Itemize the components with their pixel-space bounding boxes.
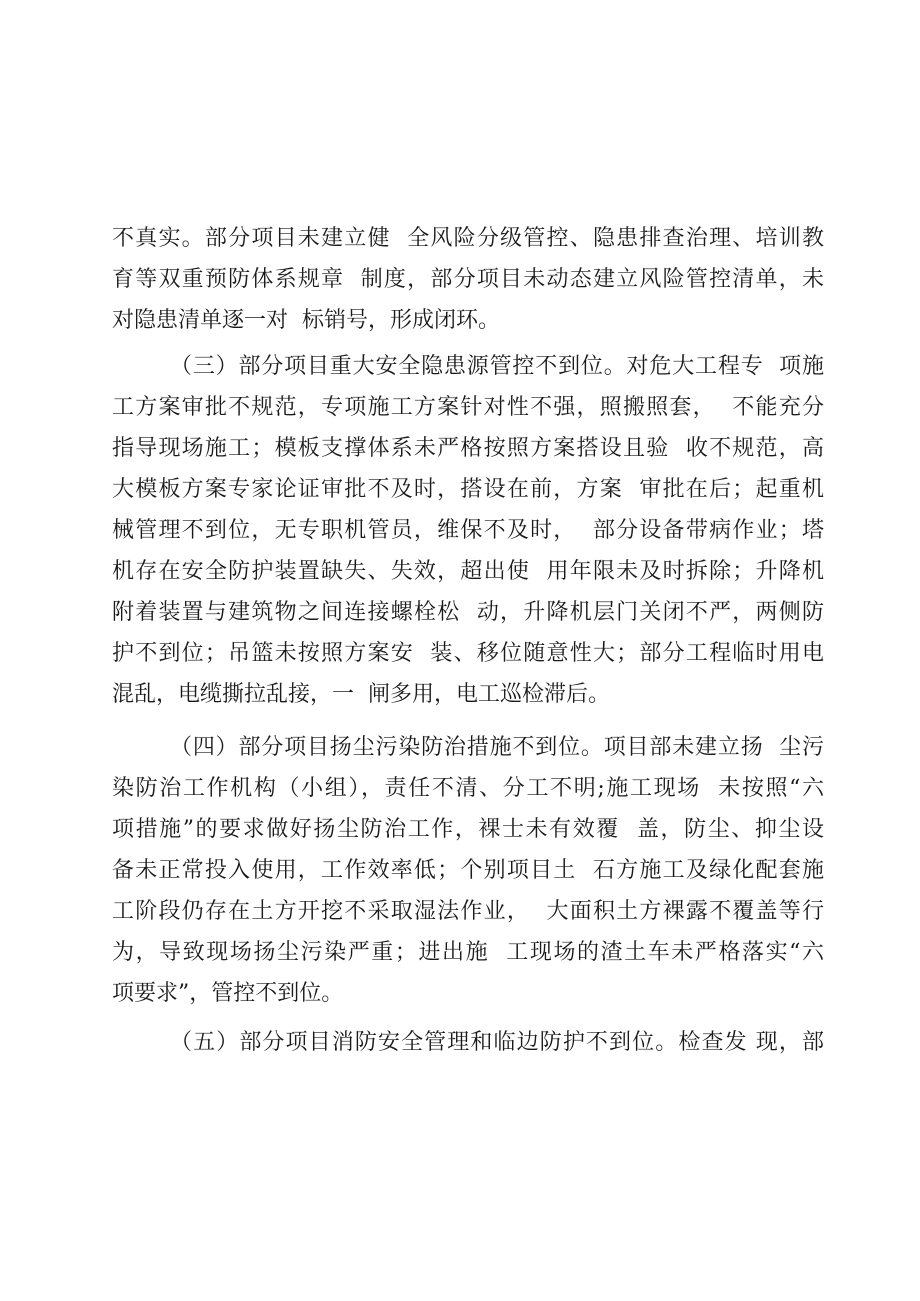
paragraph-line: 附着装置与建筑物之间连接螺栓松 动，升降机层门关闭不严，两侧防 <box>112 600 824 625</box>
paragraph-line: 染防治工作机构（小组），责任不清、分工不明;施工现场 未按照“六 <box>112 776 824 801</box>
paragraph-line: （五）部分项目消防安全管理和临边防护不到位。检查发 现，部 <box>170 1030 824 1055</box>
paragraph-line: 备未正常投入使用，工作效率低；个别项目土 石方施工及绿化配套施 <box>112 858 824 883</box>
paragraph-line: 工阶段仍存在土方开挖不采取湿法作业， 大面积土方裸露不覆盖等行 <box>112 899 824 924</box>
paragraph-line: （四）部分项目扬尘污染防治措施不到位。项目部未建立扬 尘污 <box>170 735 824 760</box>
paragraph-line: 护不到位；吊篮未按照方案安 装、移位随意性大；部分工程临时用电 <box>112 641 824 666</box>
paragraph-line: 机存在安全防护装置缺失、失效，超出使 用年限未及时拆除；升降机 <box>112 559 824 584</box>
paragraph-line: 工方案审批不规范，专项施工方案针对性不强，照搬照套， 不能充分 <box>112 395 824 420</box>
paragraph-line: 械管理不到位，无专职机管员，维保不及时， 部分设备带病作业；塔 <box>112 518 824 543</box>
paragraph-line: 对隐患清单逐一对 标销号，形成闭环。 <box>112 308 500 333</box>
paragraph-line: 项要求”，管控不到位。 <box>112 981 344 1006</box>
paragraph-line: 育等双重预防体系规章 制度，部分项目未动态建立风险管控清单，未 <box>112 267 824 292</box>
paragraph-continued <box>112 218 824 341</box>
paragraph-line: 指导现场施工；模板支撑体系未严格按照方案搭设且验 收不规范，高 <box>112 436 824 461</box>
paragraph-section-5 <box>112 1022 824 1063</box>
paragraph-section-4 <box>112 727 824 1014</box>
paragraph-line: 为，导致现场扬尘污染严重；进出施 工现场的渣土车未严格落实“六 <box>112 940 824 965</box>
paragraph-line: （三）部分项目重大安全隐患源管控不到位。对危大工程专 项施 <box>170 354 824 379</box>
paragraph-line: 不真实。部分项目未建立健 全风险分级管控、隐患排查治理、培训教 <box>112 226 824 251</box>
paragraph-section-3 <box>112 346 824 715</box>
paragraph-line: 大模板方案专家论证审批不及时，搭设在前，方案 审批在后；起重机 <box>112 477 824 502</box>
paragraph-line: 混乱，电缆撕拉乱接，一 闸多用，电工巡检滞后。 <box>112 682 610 707</box>
paragraph-line: 项措施”的要求做好扬尘防治工作，裸士未有效覆 盖，防尘、抑尘设 <box>112 817 824 842</box>
